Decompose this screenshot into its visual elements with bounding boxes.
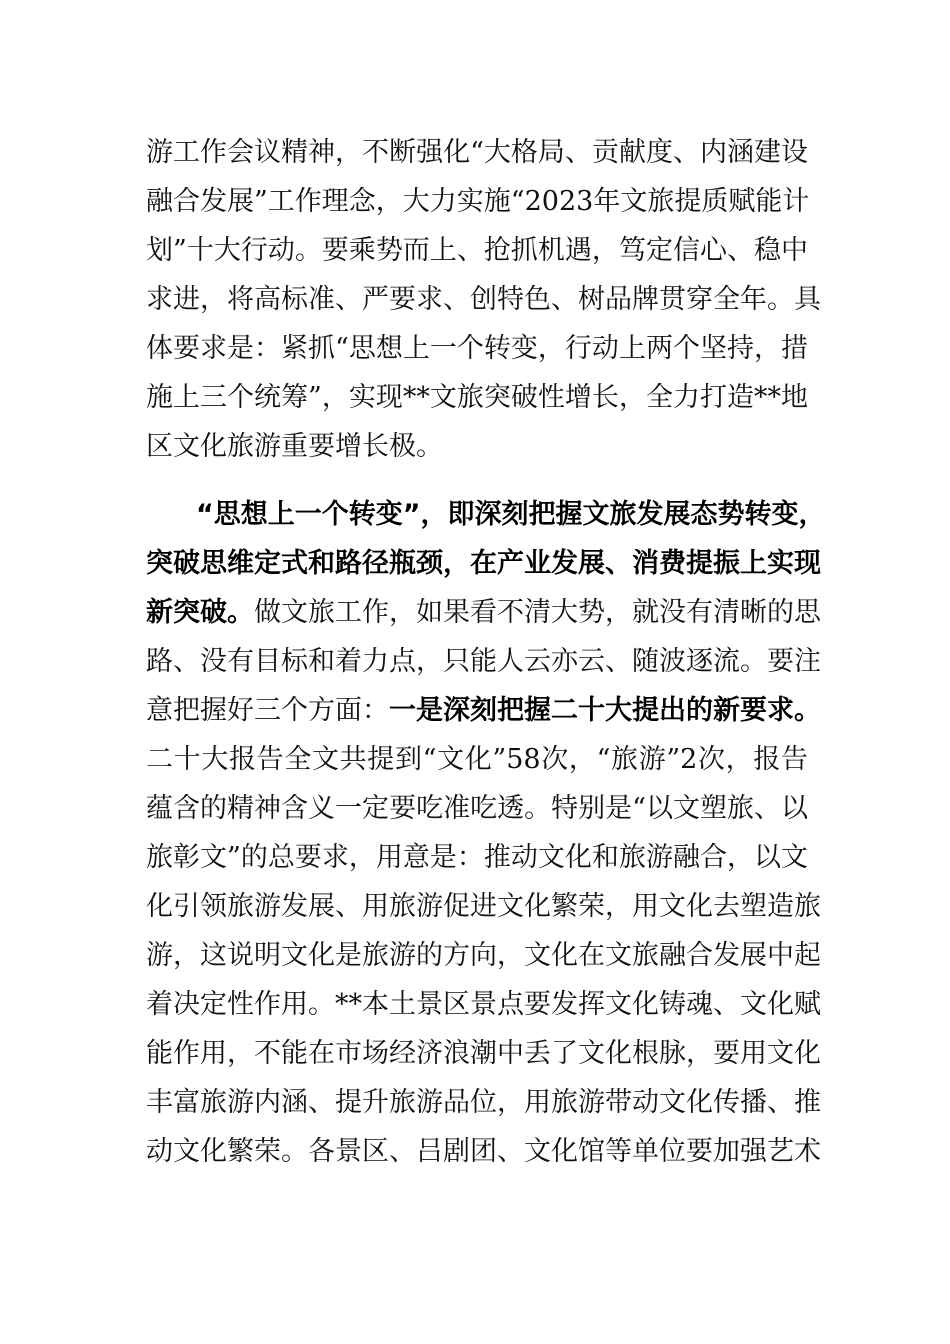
body-text-line: 动文化繁荣。各景区、吕剧团、文化馆等单位要加强艺术 <box>146 1136 821 1167</box>
body-text-fragment: 做文旅工作，如果看不清大势，就没有清晰的思 <box>254 597 821 628</box>
body-text-line: 二十大报告全文共提到“文化”58次，“旅游”2次，报告 <box>146 744 808 775</box>
body-text-line: 求进，将高标准、严要求、创特色、树品牌贯穿全年。具 <box>146 284 821 315</box>
body-text-line: 划”十大行动。要乘势而上、抢抓机遇，笃定信心、稳中 <box>146 235 808 266</box>
body-text-line: 施上三个统筹”，实现**文旅突破性增长，全力打造**地 <box>146 382 808 413</box>
body-text-line: 蕴含的精神含义一定要吃准吃透。特别是“以文塑旅、以 <box>146 793 808 824</box>
body-text-line: 化引领旅游发展、用旅游促进文化繁荣，用文化去塑造旅 <box>146 891 821 922</box>
body-text-line: 融合发展”工作理念，大力实施“2023年文旅提质赋能计 <box>146 186 810 217</box>
bold-point-fragment: 一是深刻把握二十大提出的新要求。 <box>389 695 821 726</box>
body-text-line: 旅彰文”的总要求，用意是：推动文化和旅游融合，以文 <box>146 842 808 873</box>
body-text-fragment: 意把握好三个方面： <box>146 695 389 726</box>
body-text-line: 游工作会议精神，不断强化“大格局、贡献度、内涵建设 <box>146 137 808 168</box>
bold-heading-fragment: 新突破。 <box>146 597 254 628</box>
body-text-line: 区文化旅游重要增长极。 <box>146 431 443 462</box>
body-text-line: 能作用，不能在市场经济浪潮中丢了文化根脉，要用文化 <box>146 1038 821 1069</box>
mixed-text-line <box>146 593 821 633</box>
bold-heading-line: “思想上一个转变”，即深刻把握文旅发展态势转变， <box>196 499 826 530</box>
body-text-line: 游，这说明文化是旅游的方向，文化在文旅融合发展中起 <box>146 940 821 971</box>
body-text-line: 丰富旅游内涵、提升旅游品位，用旅游带动文化传播、推 <box>146 1087 821 1118</box>
mixed-text-line <box>146 691 821 731</box>
bold-heading-line: 突破思维定式和路径瓶颈，在产业发展、消费提振上实现 <box>146 548 821 579</box>
body-text-line: 着决定性作用。**本土景区景点要发挥文化铸魂、文化赋 <box>146 989 821 1020</box>
body-text-line: 路、没有目标和着力点，只能人云亦云、随波逐流。要注 <box>146 646 821 677</box>
body-text-line: 体要求是：紧抓“思想上一个转变，行动上两个坚持，措 <box>146 333 808 364</box>
